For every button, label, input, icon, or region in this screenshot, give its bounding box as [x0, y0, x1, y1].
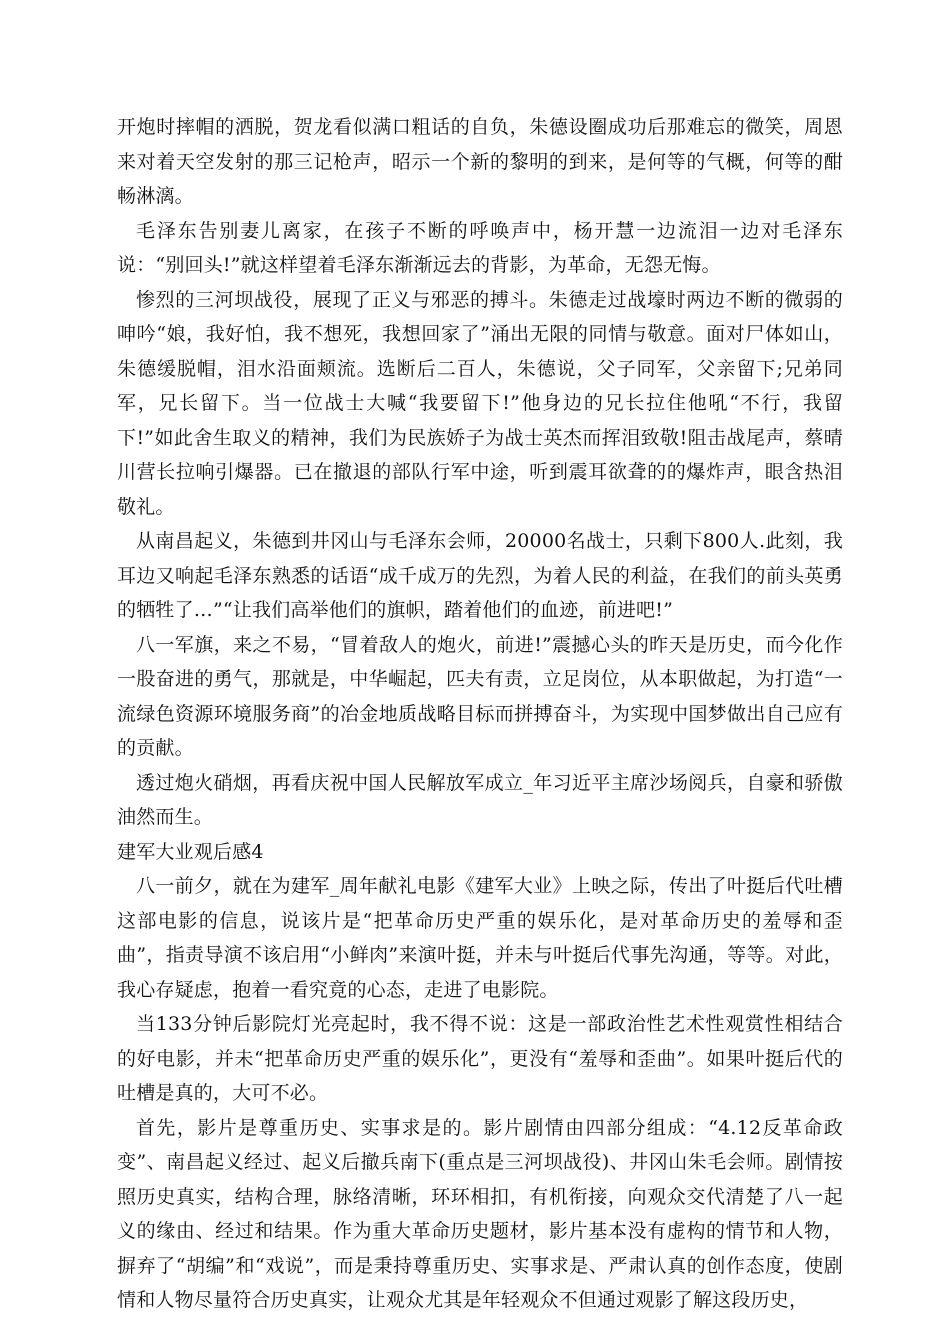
paragraph: 惨烈的三河坝战役，展现了正义与邪恶的搏斗。朱德走过战壕时两边不断的微弱的呻吟“娘，我好怕，我不想死，我想回家了”涌出无限的同情与敬意。面对尸体如山，朱德缓脱帽，泪水沿面颊流。选断后二百人，朱德说，父子同军，父亲留下;兄弟同军，兄长留下。当一位战士大喊“我要留下!”他身边的兄长拉住他吼“不行，我留下!”如此舍生取义的精神，我们为民族娇子为战士英杰而挥泪致敬!阻击战尾声，蔡晴川营长拉响引爆器。已在撤退的部队行军中途，听到震耳欲聋的的爆炸声，眼含热泪敬礼。: [117, 288, 843, 518]
paragraph: 从南昌起义，朱德到井冈山与毛泽东会师，20000名战士，只剩下800人.此刻，我耳边又响起毛泽东熟悉的话语“成千成万的先烈，为着人民的利益，在我们的前头英勇的牺牲了…”“让我们高举他们的旗帜，踏着他们的血迹，前进吧!”: [117, 530, 843, 621]
paragraph: 首先，影片是尊重历史、实事求是的。影片剧情由四部分组成：“4.12反革命政变”、南昌起义经过、起义后撤兵南下(重点是三河坝战役)、井冈山朱毛会师。剧情按照历史真实，结构合理，脉络清晰，环环相扣，有机衔接，向观众交代清楚了八一起义的缘由、经过和结果。作为重大革命历史题材，影片基本没有虚构的情节和人物，摒弃了“胡编”和“戏说”，而是秉持尊重历史、实事求是、严肃认真的创作态度，使剧情和人物尽量符合历史真实，让观众尤其是年轻观众不但通过观影了解这段历史，: [117, 1116, 843, 1311]
section-heading: 建军大业观后感4: [117, 840, 264, 863]
document-body: [117, 110, 843, 1318]
paragraph: 八一军旗，来之不易，“冒着敌人的炮火，前进!”震撼心头的昨天是历史，而今化作一股奋进的勇气，那就是，中华崛起，匹夫有责，立足岗位，从本职做起，为打造“一流绿色资源环境服务商”的冶金地质战略目标而拼搏奋斗，为实现中国梦做出自己应有的贡献。: [117, 633, 843, 759]
paragraph: 八一前夕，就在为建军_周年献礼电影《建军大业》上映之际，传出了叶挺后代吐槽这部电影的信息，说该片是“把革命历史严重的娱乐化，是对革命历史的羞辱和歪曲”，指责导演不该启用“小鲜肉”来演叶挺，并未与叶挺后代事先沟通，等等。对此，我心存疑虑，抱着一看究竟的心态，走进了电影院。: [117, 875, 843, 1001]
paragraph: 透过炮火硝烟，再看庆祝中国人民解放军成立_年习近平主席沙场阅兵，自豪和骄傲油然而生。: [117, 771, 843, 828]
paragraph: 当133分钟后影院灯光亮起时，我不得不说：这是一部政治性艺术性观赏性相结合的好电影，并未“把革命历史严重的娱乐化”，更没有“羞辱和歪曲”。如果叶挺后代的吐槽是真的，大可不必。: [117, 1013, 843, 1104]
paragraph-continuation: 开炮时摔帽的洒脱，贺龙看似满口粗话的自负，朱德设圈成功后那难忘的微笑，周恩来对着天空发射的那三记枪声，昭示一个新的黎明的到来，是何等的气概，何等的酣畅淋漓。: [117, 116, 843, 207]
paragraph: 毛泽东告别妻儿离家，在孩子不断的呼唤声中，杨开慧一边流泪一边对毛泽东说：“别回头!”就这样望着毛泽东渐渐远去的背影，为革命，无怨无悔。: [117, 219, 843, 276]
